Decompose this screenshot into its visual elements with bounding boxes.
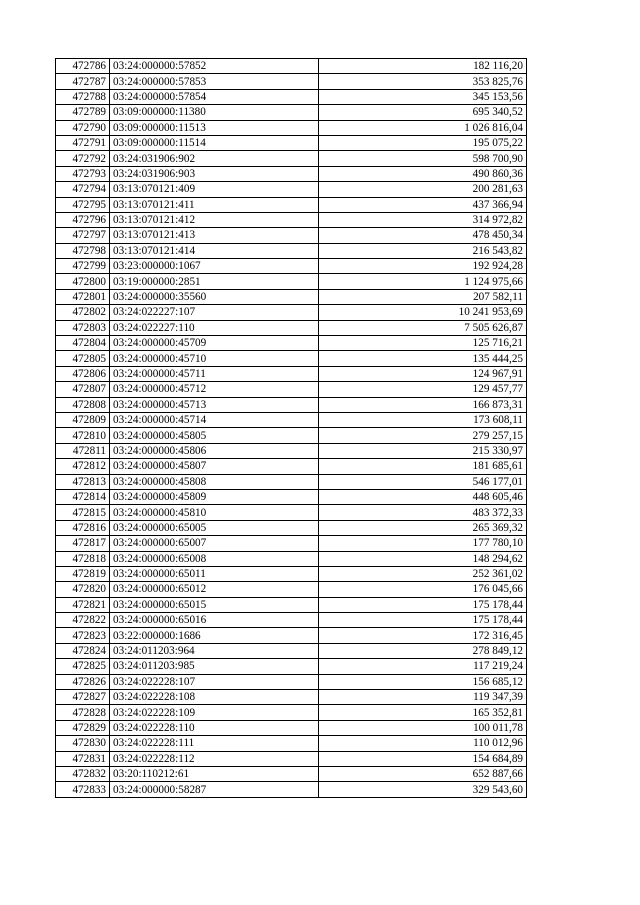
amount-cell: 207 582,11 — [319, 289, 527, 304]
row-number-cell: 472830 — [56, 736, 110, 751]
amount-cell: 195 075,22 — [319, 135, 527, 150]
cadastral-code-cell: 03:13:070121:409 — [110, 182, 319, 197]
table-row — [56, 151, 527, 166]
row-number-cell: 472812 — [56, 459, 110, 474]
cadastral-code-cell: 03:22:000000:1686 — [110, 628, 319, 643]
table-row — [56, 320, 527, 335]
row-number-cell: 472790 — [56, 120, 110, 135]
table-row — [56, 74, 527, 89]
row-number-cell: 472796 — [56, 212, 110, 227]
row-number-cell: 472819 — [56, 566, 110, 581]
table-row — [56, 736, 527, 751]
table-row — [56, 305, 527, 320]
row-number-cell: 472823 — [56, 628, 110, 643]
cadastral-code-cell: 03:09:000000:11514 — [110, 135, 319, 150]
table-row — [56, 720, 527, 735]
row-number-cell: 472805 — [56, 351, 110, 366]
cadastral-code-cell: 03:24:022228:107 — [110, 674, 319, 689]
cadastral-code-cell: 03:24:000000:35560 — [110, 289, 319, 304]
row-number-cell: 472816 — [56, 520, 110, 535]
table-row — [56, 766, 527, 781]
cadastral-code-cell: 03:19:000000:2851 — [110, 274, 319, 289]
cadastral-code-cell: 03:13:070121:413 — [110, 228, 319, 243]
amount-cell: 176 045,66 — [319, 582, 527, 597]
cadastral-code-cell: 03:09:000000:11513 — [110, 120, 319, 135]
cadastral-code-cell: 03:24:000000:45712 — [110, 382, 319, 397]
cadastral-code-cell: 03:13:070121:414 — [110, 243, 319, 258]
amount-cell: 314 972,82 — [319, 212, 527, 227]
table-row — [56, 397, 527, 412]
table-row — [56, 259, 527, 274]
table-row — [56, 582, 527, 597]
table-row — [56, 443, 527, 458]
amount-cell: 329 543,60 — [319, 782, 527, 797]
cadastral-code-cell: 03:24:031906:902 — [110, 151, 319, 166]
row-number-cell: 472815 — [56, 505, 110, 520]
table-row — [56, 59, 527, 74]
table-row — [56, 412, 527, 427]
cadastral-code-cell: 03:24:000000:45810 — [110, 505, 319, 520]
table-row — [56, 597, 527, 612]
amount-cell: 154 684,89 — [319, 751, 527, 766]
registry-table — [55, 58, 527, 798]
amount-cell: 182 116,20 — [319, 59, 527, 74]
cadastral-code-cell: 03:13:070121:412 — [110, 212, 319, 227]
table-row — [56, 228, 527, 243]
row-number-cell: 472794 — [56, 182, 110, 197]
cadastral-code-cell: 03:23:000000:1067 — [110, 259, 319, 274]
cadastral-code-cell: 03:24:000000:45806 — [110, 443, 319, 458]
table-row — [56, 643, 527, 658]
amount-cell: 546 177,01 — [319, 474, 527, 489]
amount-cell: 119 347,39 — [319, 690, 527, 705]
table-row — [56, 705, 527, 720]
amount-cell: 252 361,02 — [319, 566, 527, 581]
row-number-cell: 472817 — [56, 536, 110, 551]
row-number-cell: 472793 — [56, 166, 110, 181]
amount-cell: 124 967,91 — [319, 366, 527, 381]
row-number-cell: 472801 — [56, 289, 110, 304]
row-number-cell: 472791 — [56, 135, 110, 150]
table-row — [56, 551, 527, 566]
cadastral-code-cell: 03:24:022228:110 — [110, 720, 319, 735]
cadastral-code-cell: 03:24:000000:65016 — [110, 613, 319, 628]
table-row — [56, 197, 527, 212]
amount-cell: 215 330,97 — [319, 443, 527, 458]
amount-cell: 172 316,45 — [319, 628, 527, 643]
cadastral-code-cell: 03:24:022228:109 — [110, 705, 319, 720]
row-number-cell: 472807 — [56, 382, 110, 397]
amount-cell: 10 241 953,69 — [319, 305, 527, 320]
row-number-cell: 472808 — [56, 397, 110, 412]
amount-cell: 1 026 816,04 — [319, 120, 527, 135]
cadastral-code-cell: 03:24:000000:45808 — [110, 474, 319, 489]
cadastral-code-cell: 03:24:000000:45807 — [110, 459, 319, 474]
row-number-cell: 472821 — [56, 597, 110, 612]
amount-cell: 156 685,12 — [319, 674, 527, 689]
amount-cell: 166 873,31 — [319, 397, 527, 412]
cadastral-code-cell: 03:24:000000:57854 — [110, 89, 319, 104]
row-number-cell: 472818 — [56, 551, 110, 566]
amount-cell: 148 294,62 — [319, 551, 527, 566]
table-row — [56, 628, 527, 643]
table-row — [56, 212, 527, 227]
table-row — [56, 120, 527, 135]
amount-cell: 175 178,44 — [319, 613, 527, 628]
amount-cell: 448 605,46 — [319, 489, 527, 504]
table-row — [56, 182, 527, 197]
amount-cell: 598 700,90 — [319, 151, 527, 166]
amount-cell: 165 352,81 — [319, 705, 527, 720]
row-number-cell: 472813 — [56, 474, 110, 489]
cadastral-code-cell: 03:24:000000:45714 — [110, 412, 319, 427]
amount-cell: 129 457,77 — [319, 382, 527, 397]
cadastral-code-cell: 03:24:000000:57852 — [110, 59, 319, 74]
row-number-cell: 472820 — [56, 582, 110, 597]
amount-cell: 117 219,24 — [319, 659, 527, 674]
row-number-cell: 472799 — [56, 259, 110, 274]
table-row — [56, 674, 527, 689]
amount-cell: 652 887,66 — [319, 766, 527, 781]
amount-cell: 265 369,32 — [319, 520, 527, 535]
cadastral-code-cell: 03:24:022227:107 — [110, 305, 319, 320]
amount-cell: 216 543,82 — [319, 243, 527, 258]
row-number-cell: 472806 — [56, 366, 110, 381]
amount-cell: 437 366,94 — [319, 197, 527, 212]
cadastral-code-cell: 03:24:000000:65007 — [110, 536, 319, 551]
cadastral-code-cell: 03:24:022228:112 — [110, 751, 319, 766]
table-row — [56, 382, 527, 397]
row-number-cell: 472800 — [56, 274, 110, 289]
row-number-cell: 472788 — [56, 89, 110, 104]
table-row — [56, 690, 527, 705]
row-number-cell: 472810 — [56, 428, 110, 443]
amount-cell: 200 281,63 — [319, 182, 527, 197]
table-row — [56, 659, 527, 674]
table-row — [56, 289, 527, 304]
row-number-cell: 472829 — [56, 720, 110, 735]
cadastral-code-cell: 03:24:000000:45805 — [110, 428, 319, 443]
row-number-cell: 472811 — [56, 443, 110, 458]
row-number-cell: 472832 — [56, 766, 110, 781]
row-number-cell: 472804 — [56, 336, 110, 351]
row-number-cell: 472814 — [56, 489, 110, 504]
amount-cell: 7 505 626,87 — [319, 320, 527, 335]
amount-cell: 135 444,25 — [319, 351, 527, 366]
cadastral-code-cell: 03:24:000000:65012 — [110, 582, 319, 597]
row-number-cell: 472787 — [56, 74, 110, 89]
amount-cell: 483 372,33 — [319, 505, 527, 520]
table-row — [56, 105, 527, 120]
cadastral-code-cell: 03:24:000000:45711 — [110, 366, 319, 381]
amount-cell: 177 780,10 — [319, 536, 527, 551]
amount-cell: 278 849,12 — [319, 643, 527, 658]
row-number-cell: 472789 — [56, 105, 110, 120]
table-row — [56, 566, 527, 581]
table-row — [56, 166, 527, 181]
amount-cell: 353 825,76 — [319, 74, 527, 89]
amount-cell: 175 178,44 — [319, 597, 527, 612]
row-number-cell: 472828 — [56, 705, 110, 720]
table-row — [56, 89, 527, 104]
cadastral-code-cell: 03:24:031906:903 — [110, 166, 319, 181]
row-number-cell: 472825 — [56, 659, 110, 674]
cadastral-code-cell: 03:24:000000:45713 — [110, 397, 319, 412]
row-number-cell: 472833 — [56, 782, 110, 797]
row-number-cell: 472798 — [56, 243, 110, 258]
amount-cell: 695 340,52 — [319, 105, 527, 120]
cadastral-code-cell: 03:24:000000:65005 — [110, 520, 319, 535]
row-number-cell: 472827 — [56, 690, 110, 705]
cadastral-code-cell: 03:24:022227:110 — [110, 320, 319, 335]
table-row — [56, 135, 527, 150]
row-number-cell: 472831 — [56, 751, 110, 766]
row-number-cell: 472795 — [56, 197, 110, 212]
table-row — [56, 782, 527, 797]
cadastral-code-cell: 03:24:011203:985 — [110, 659, 319, 674]
table-row — [56, 489, 527, 504]
registry-table-body — [56, 59, 527, 798]
table-row — [56, 459, 527, 474]
table-row — [56, 505, 527, 520]
cadastral-code-cell: 03:20:110212:61 — [110, 766, 319, 781]
row-number-cell: 472802 — [56, 305, 110, 320]
table-row — [56, 474, 527, 489]
table-row — [56, 351, 527, 366]
table-row — [56, 366, 527, 381]
amount-cell: 478 450,34 — [319, 228, 527, 243]
amount-cell: 490 860,36 — [319, 166, 527, 181]
row-number-cell: 472824 — [56, 643, 110, 658]
amount-cell: 181 685,61 — [319, 459, 527, 474]
cadastral-code-cell: 03:24:000000:45709 — [110, 336, 319, 351]
table-row — [56, 274, 527, 289]
amount-cell: 345 153,56 — [319, 89, 527, 104]
table-row — [56, 751, 527, 766]
cadastral-code-cell: 03:24:000000:65015 — [110, 597, 319, 612]
amount-cell: 279 257,15 — [319, 428, 527, 443]
row-number-cell: 472826 — [56, 674, 110, 689]
table-row — [56, 428, 527, 443]
row-number-cell: 472797 — [56, 228, 110, 243]
row-number-cell: 472786 — [56, 59, 110, 74]
amount-cell: 100 011,78 — [319, 720, 527, 735]
row-number-cell: 472809 — [56, 412, 110, 427]
cadastral-code-cell: 03:24:000000:65011 — [110, 566, 319, 581]
amount-cell: 125 716,21 — [319, 336, 527, 351]
amount-cell: 110 012,96 — [319, 736, 527, 751]
cadastral-code-cell: 03:09:000000:11380 — [110, 105, 319, 120]
cadastral-code-cell: 03:24:000000:57853 — [110, 74, 319, 89]
amount-cell: 173 608,11 — [319, 412, 527, 427]
table-row — [56, 536, 527, 551]
amount-cell: 192 924,28 — [319, 259, 527, 274]
cadastral-code-cell: 03:24:000000:45809 — [110, 489, 319, 504]
table-row — [56, 613, 527, 628]
row-number-cell: 472803 — [56, 320, 110, 335]
cadastral-code-cell: 03:24:022228:111 — [110, 736, 319, 751]
cadastral-code-cell: 03:24:000000:58287 — [110, 782, 319, 797]
table-row — [56, 243, 527, 258]
cadastral-code-cell: 03:24:011203:964 — [110, 643, 319, 658]
cadastral-code-cell: 03:13:070121:411 — [110, 197, 319, 212]
cadastral-code-cell: 03:24:000000:65008 — [110, 551, 319, 566]
table-row — [56, 520, 527, 535]
row-number-cell: 472792 — [56, 151, 110, 166]
cadastral-code-cell: 03:24:022228:108 — [110, 690, 319, 705]
cadastral-code-cell: 03:24:000000:45710 — [110, 351, 319, 366]
amount-cell: 1 124 975,66 — [319, 274, 527, 289]
table-row — [56, 336, 527, 351]
row-number-cell: 472822 — [56, 613, 110, 628]
